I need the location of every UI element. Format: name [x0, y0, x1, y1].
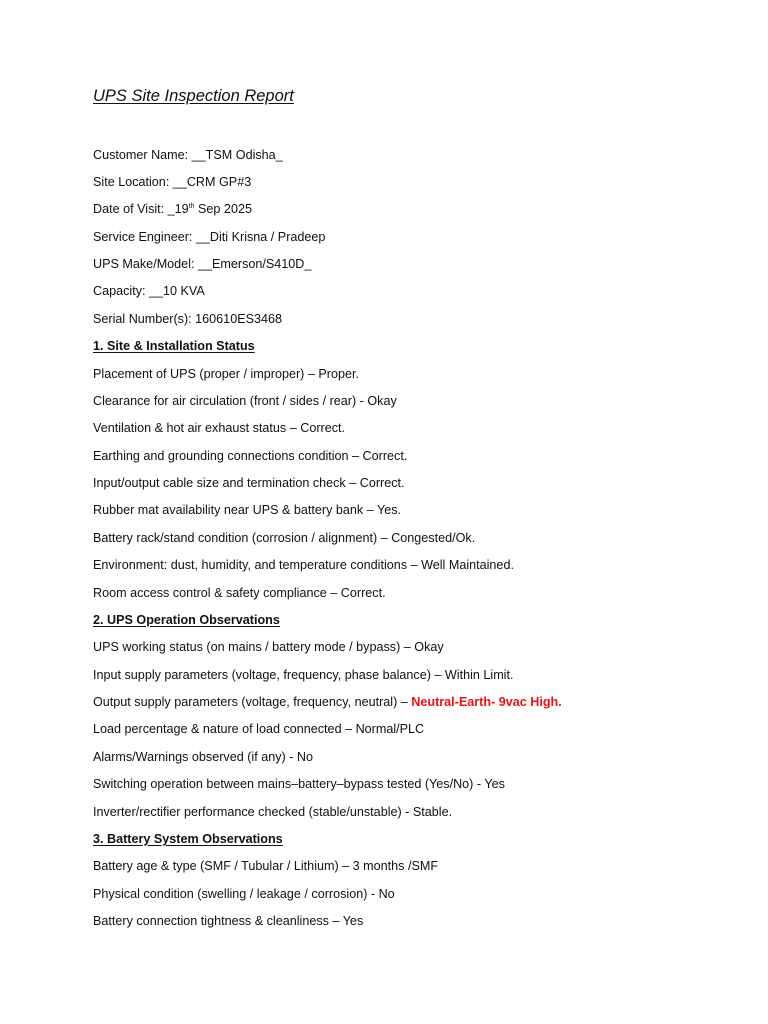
output-supply-item [93, 694, 562, 710]
list-item: Clearance for air circulation (front / sides / rear) - Okay [93, 394, 397, 408]
list-item: Earthing and grounding connections condition – Correct. [93, 449, 408, 463]
serial-numbers: Serial Number(s): 160610ES3468 [93, 312, 283, 326]
section-heading-site-installation: 1. Site & Installation Status [93, 339, 255, 353]
date-suffix: Sep 2025 [194, 202, 252, 216]
list-item: Environment: dust, humidity, and temperature conditions – Well Maintained. [93, 558, 514, 572]
list-item: Switching operation between mains–battery–bypass tested (Yes/No) - Yes [93, 777, 505, 791]
report-title: UPS Site Inspection Report [93, 87, 294, 105]
service-engineer: Service Engineer: __Diti Krisna / Pradeep [93, 230, 326, 244]
output-supply-period: . [558, 695, 562, 709]
list-item: Battery connection tightness & cleanliness – Yes [93, 914, 364, 928]
section-heading-ups-operation: 2. UPS Operation Observations [93, 613, 280, 627]
list-item: Load percentage & nature of load connected – Normal/PLC [93, 722, 425, 736]
list-item: Battery rack/stand condition (corrosion / alignment) – Congested/Ok. [93, 531, 476, 545]
list-item: Inverter/rectifier performance checked (stable/unstable) - Stable. [93, 805, 453, 819]
list-item: Alarms/Warnings observed (if any) - No [93, 750, 313, 764]
list-item: Physical condition (swelling / leakage / corrosion) - No [93, 887, 395, 901]
output-supply-label: Output supply parameters (voltage, frequency, neutral) – [93, 695, 412, 709]
list-item: Rubber mat availability near UPS & battery bank – Yes. [93, 503, 402, 517]
site-location: Site Location: __CRM GP#3 [93, 175, 252, 189]
date-superscript: th [188, 203, 195, 210]
list-item: Input/output cable size and termination check – Correct. [93, 476, 405, 490]
list-item: Input supply parameters (voltage, frequency, phase balance) – Within Limit. [93, 668, 514, 682]
section-heading-battery-system: 3. Battery System Observations [93, 832, 283, 846]
list-item: Room access control & safety compliance – Correct. [93, 586, 386, 600]
capacity: Capacity: __10 KVA [93, 284, 205, 298]
ups-make-model: UPS Make/Model: __Emerson/S410D_ [93, 257, 312, 271]
list-item: Battery age & type (SMF / Tubular / Lithium) – 3 months /SMF [93, 859, 439, 873]
date-prefix: Date of Visit: _19 [93, 202, 189, 216]
list-item: Placement of UPS (proper / improper) – Proper. [93, 367, 359, 381]
list-item: Ventilation & hot air exhaust status – Correct. [93, 421, 346, 435]
output-supply-warning: Neutral-Earth- 9vac High [411, 695, 559, 709]
customer-name: Customer Name: __TSM Odisha_ [93, 148, 283, 162]
date-of-visit [93, 201, 252, 217]
list-item: UPS working status (on mains / battery mode / bypass) – Okay [93, 640, 444, 654]
